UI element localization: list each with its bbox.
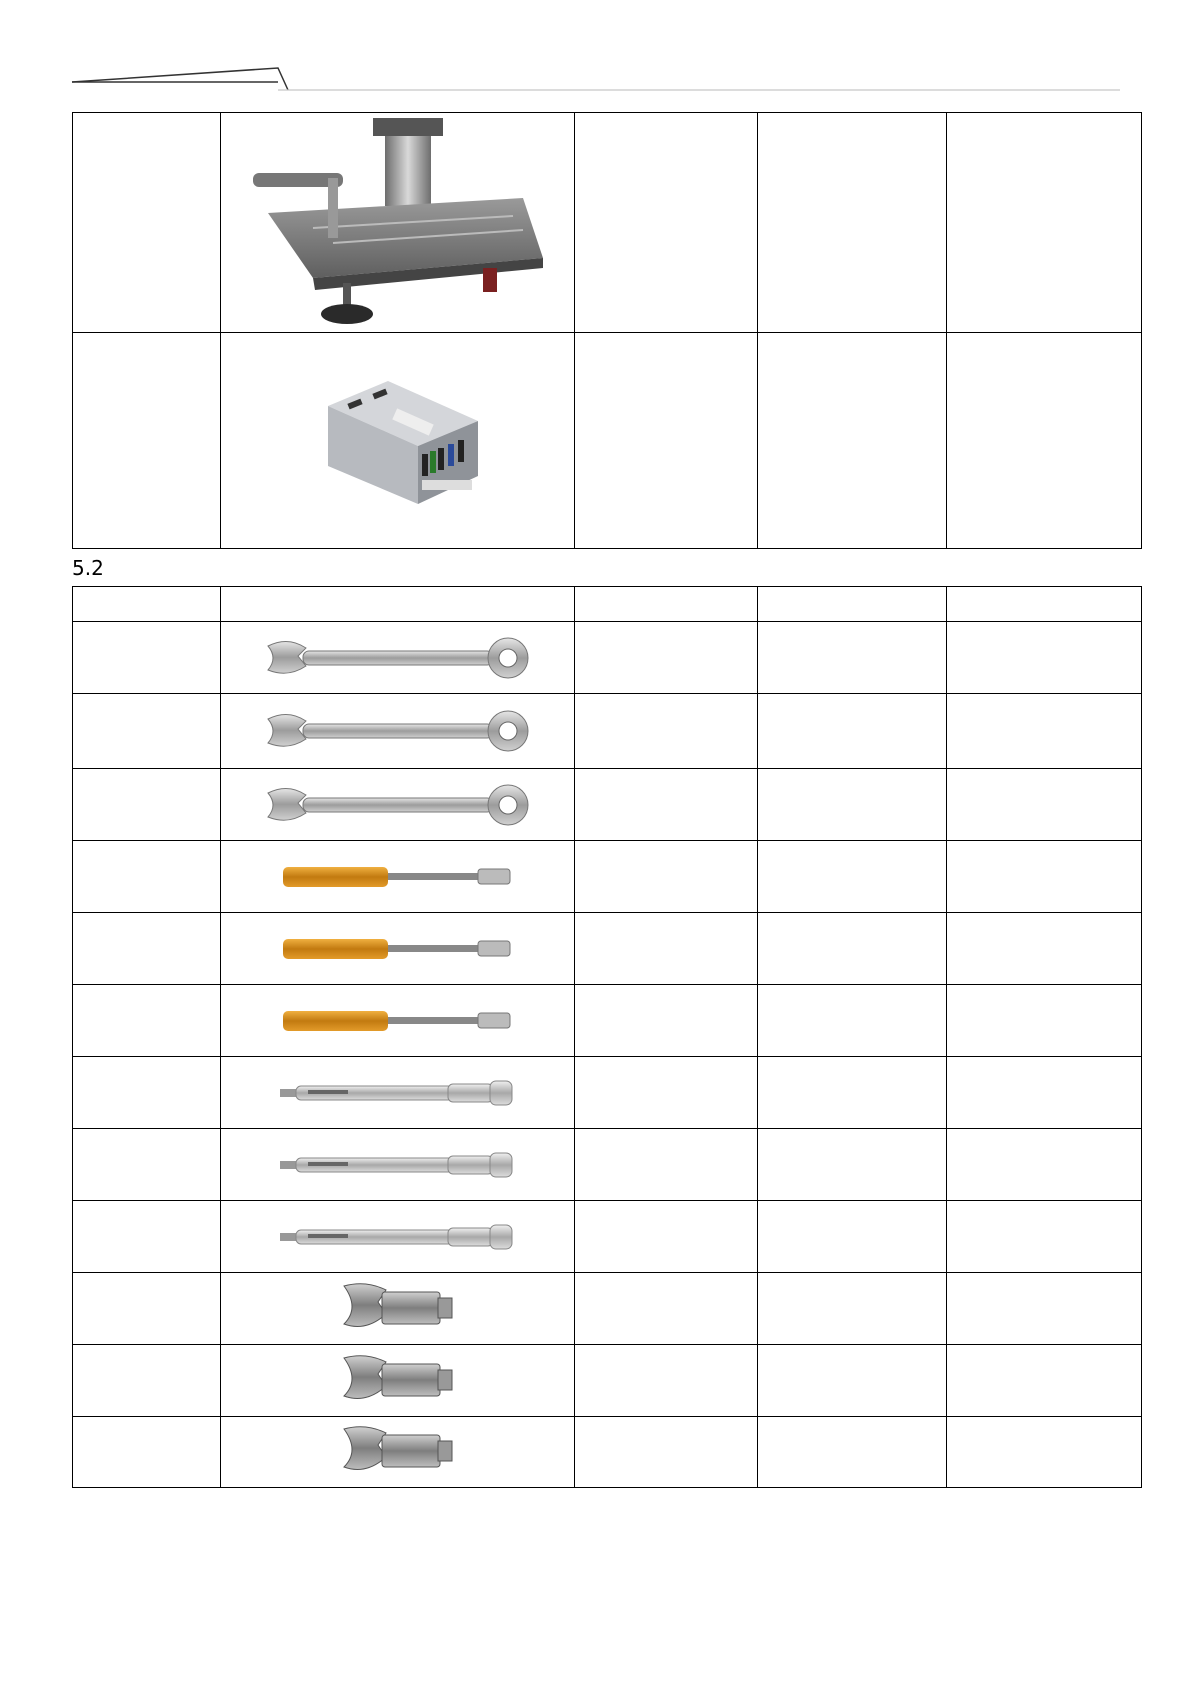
table-cell: [73, 1345, 221, 1417]
torque-wrench-icon: [278, 1222, 518, 1252]
table-cell: [575, 1345, 758, 1417]
table-row: [73, 333, 1142, 549]
table-cell: [758, 1201, 947, 1273]
table-cell: [947, 1201, 1142, 1273]
table-cell: [758, 841, 947, 913]
table-cell: [947, 1345, 1142, 1417]
table-cell: [947, 1129, 1142, 1201]
table-cell: [947, 333, 1142, 549]
table-row: [73, 1345, 1142, 1417]
table-cell: [947, 1417, 1142, 1488]
table-cell: [947, 694, 1142, 769]
table-cell: [947, 985, 1142, 1057]
table-cell: [575, 622, 758, 694]
image-cell: [221, 1057, 575, 1129]
table-row: [73, 841, 1142, 913]
header-cell: [575, 587, 758, 622]
table-cell: [758, 913, 947, 985]
nut-driver-icon: [278, 862, 518, 892]
tools-table: [72, 586, 1142, 1488]
table-cell: [575, 1273, 758, 1345]
table-cell: [947, 1273, 1142, 1345]
table-cell: [947, 913, 1142, 985]
table-cell: [73, 985, 221, 1057]
spanner-head-icon: [338, 1423, 458, 1481]
table-cell: [73, 694, 221, 769]
table-cell: [575, 1201, 758, 1273]
table-row: [73, 1129, 1142, 1201]
header-cell: [221, 587, 575, 622]
table-cell: [73, 1201, 221, 1273]
table-cell: [758, 1273, 947, 1345]
table-cell: [73, 1417, 221, 1488]
table-cell: [758, 333, 947, 549]
table-row: [73, 913, 1142, 985]
header-decoration: [0, 0, 1191, 100]
table-cell: [758, 1057, 947, 1129]
table-cell: [575, 1057, 758, 1129]
combination-wrench-icon: [258, 701, 538, 761]
combination-wrench-icon: [258, 628, 538, 688]
table-cell: [947, 622, 1142, 694]
table-cell: [758, 1417, 947, 1488]
image-cell: [221, 694, 575, 769]
table-header-row: [73, 587, 1142, 622]
section-number: 5.2: [72, 556, 104, 580]
table-cell: [758, 694, 947, 769]
table-cell: [73, 113, 221, 333]
table-row: [73, 694, 1142, 769]
table-cell: [575, 333, 758, 549]
table-cell: [575, 985, 758, 1057]
table-cell: [575, 1417, 758, 1488]
image-cell: [221, 113, 575, 333]
table-row: [73, 985, 1142, 1057]
table-cell: [947, 769, 1142, 841]
table-cell: [758, 1129, 947, 1201]
table-cell: [758, 1345, 947, 1417]
header-cell: [758, 587, 947, 622]
image-cell: [221, 1129, 575, 1201]
image-cell: [221, 622, 575, 694]
table-cell: [758, 113, 947, 333]
table-row: [73, 113, 1142, 333]
table-row: [73, 1057, 1142, 1129]
equipment-table: [72, 112, 1142, 549]
header-cell: [73, 587, 221, 622]
base-plate-stand-photo: [253, 118, 543, 328]
image-cell: [221, 913, 575, 985]
image-cell: [221, 1345, 575, 1417]
torque-combination-wrench-icon: [258, 775, 538, 835]
spanner-head-icon: [338, 1280, 458, 1338]
table-cell: [73, 1129, 221, 1201]
spanner-head-icon: [338, 1352, 458, 1410]
image-cell: [221, 1201, 575, 1273]
table-cell: [575, 1129, 758, 1201]
table-row: [73, 1201, 1142, 1273]
torque-wrench-icon: [278, 1078, 518, 1108]
table-row: [73, 1417, 1142, 1488]
torque-wrench-icon: [278, 1150, 518, 1180]
table-cell: [575, 841, 758, 913]
table-row: [73, 622, 1142, 694]
table-cell: [758, 622, 947, 694]
power-supply-unit-photo: [318, 376, 478, 506]
table-cell: [575, 694, 758, 769]
table-cell: [947, 841, 1142, 913]
nut-driver-icon: [278, 1006, 518, 1036]
table-cell: [575, 769, 758, 841]
table-cell: [73, 769, 221, 841]
table-cell: [73, 1057, 221, 1129]
table-cell: [758, 985, 947, 1057]
table-cell: [575, 913, 758, 985]
image-cell: [221, 841, 575, 913]
table-cell: [73, 841, 221, 913]
table-cell: [73, 913, 221, 985]
table-cell: [947, 113, 1142, 333]
table-cell: [73, 333, 221, 549]
table-cell: [758, 769, 947, 841]
image-cell: [221, 985, 575, 1057]
nut-driver-icon: [278, 934, 518, 964]
image-cell: [221, 1417, 575, 1488]
image-cell: [221, 1273, 575, 1345]
table-row: [73, 769, 1142, 841]
table-cell: [73, 622, 221, 694]
image-cell: [221, 333, 575, 549]
table-cell: [73, 1273, 221, 1345]
table-row: [73, 1273, 1142, 1345]
image-cell: [221, 769, 575, 841]
header-cell: [947, 587, 1142, 622]
table-cell: [575, 113, 758, 333]
table-cell: [947, 1057, 1142, 1129]
